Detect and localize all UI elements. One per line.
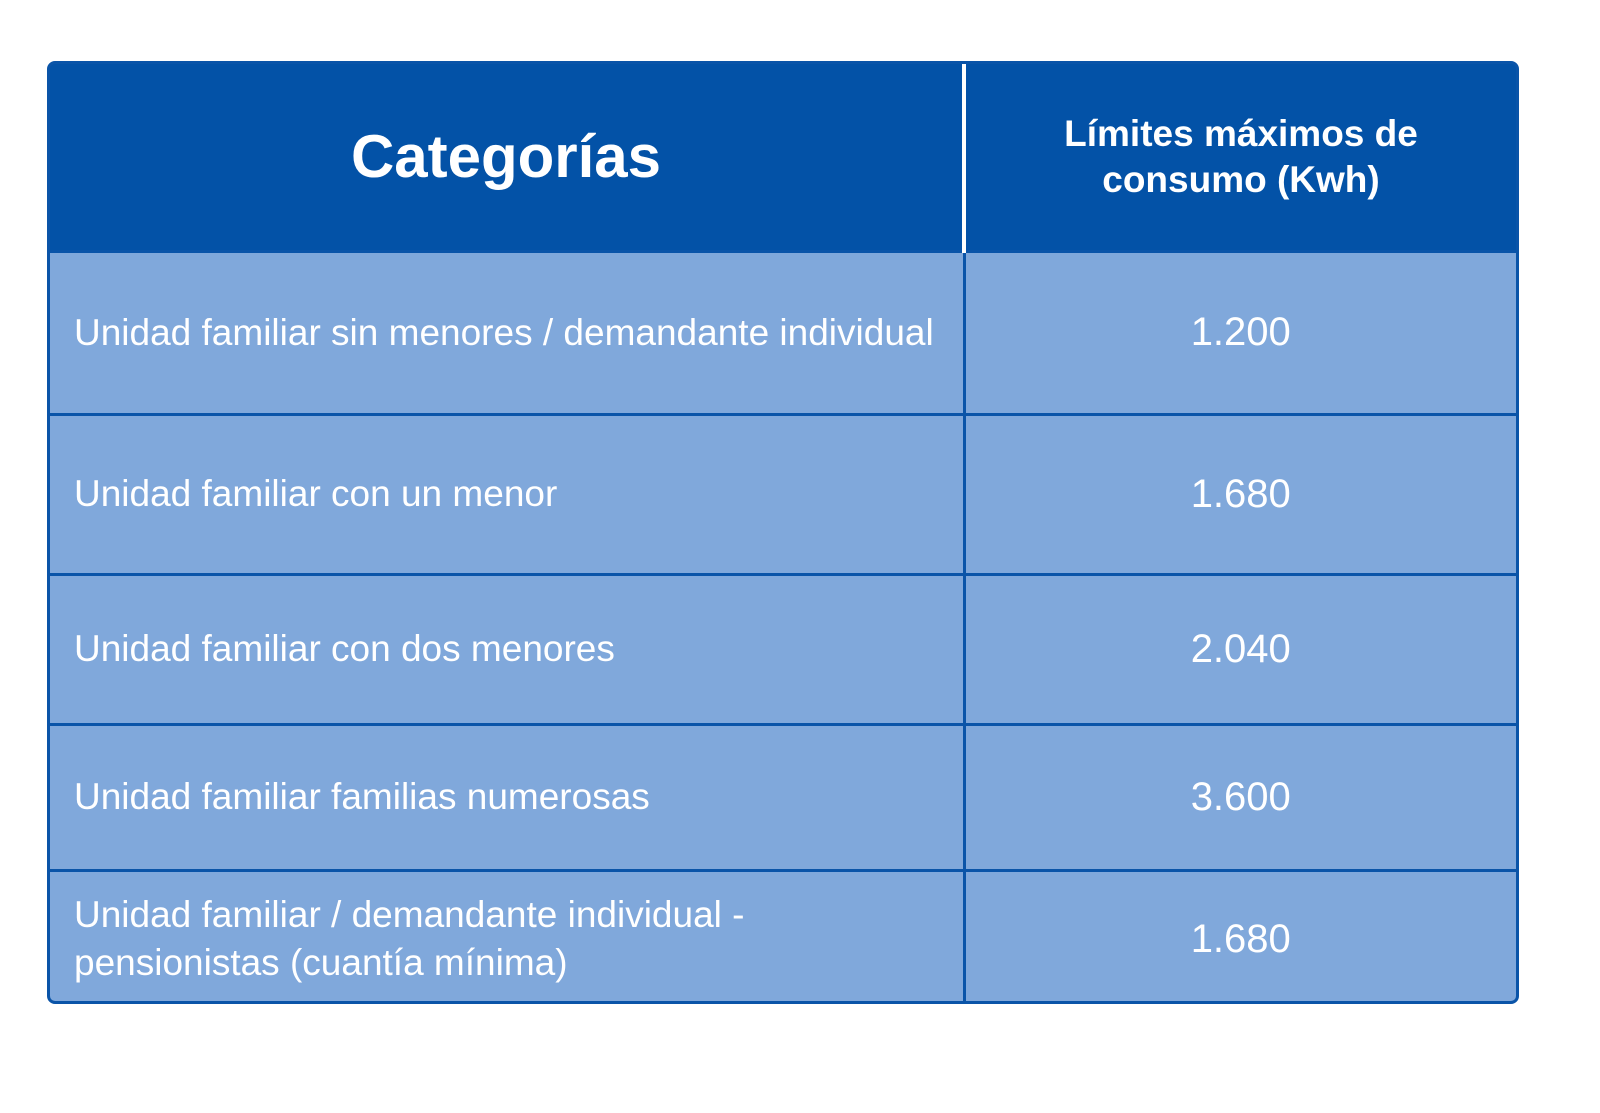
limit-cell: 1.680 <box>964 414 1516 574</box>
limit-cell: 1.200 <box>964 251 1516 414</box>
table-row <box>50 251 1516 414</box>
table-row <box>50 870 1516 1004</box>
table-row <box>50 574 1516 724</box>
category-cell: Unidad familiar / demandante individual - pensionistas (cuantía mínima) <box>50 870 964 1004</box>
category-cell: Unidad familiar con un menor <box>50 414 964 574</box>
table-body <box>50 251 1516 1004</box>
header-consumption-limits: Límites máximos de consumo (Kwh) <box>964 64 1516 251</box>
table-header <box>50 64 1516 251</box>
category-cell: Unidad familiar familias numerosas <box>50 724 964 870</box>
category-cell: Unidad familiar sin menores / demandante individual <box>50 251 964 414</box>
limit-cell: 3.600 <box>964 724 1516 870</box>
table-row <box>50 414 1516 574</box>
limit-cell: 2.040 <box>964 574 1516 724</box>
table-row <box>50 724 1516 870</box>
header-row <box>50 64 1516 251</box>
consumption-limits-table-frame <box>47 61 1519 1004</box>
category-cell: Unidad familiar con dos menores <box>50 574 964 724</box>
consumption-limits-table <box>50 64 1516 1004</box>
limit-cell: 1.680 <box>964 870 1516 1004</box>
header-categories: Categorías <box>50 64 964 251</box>
